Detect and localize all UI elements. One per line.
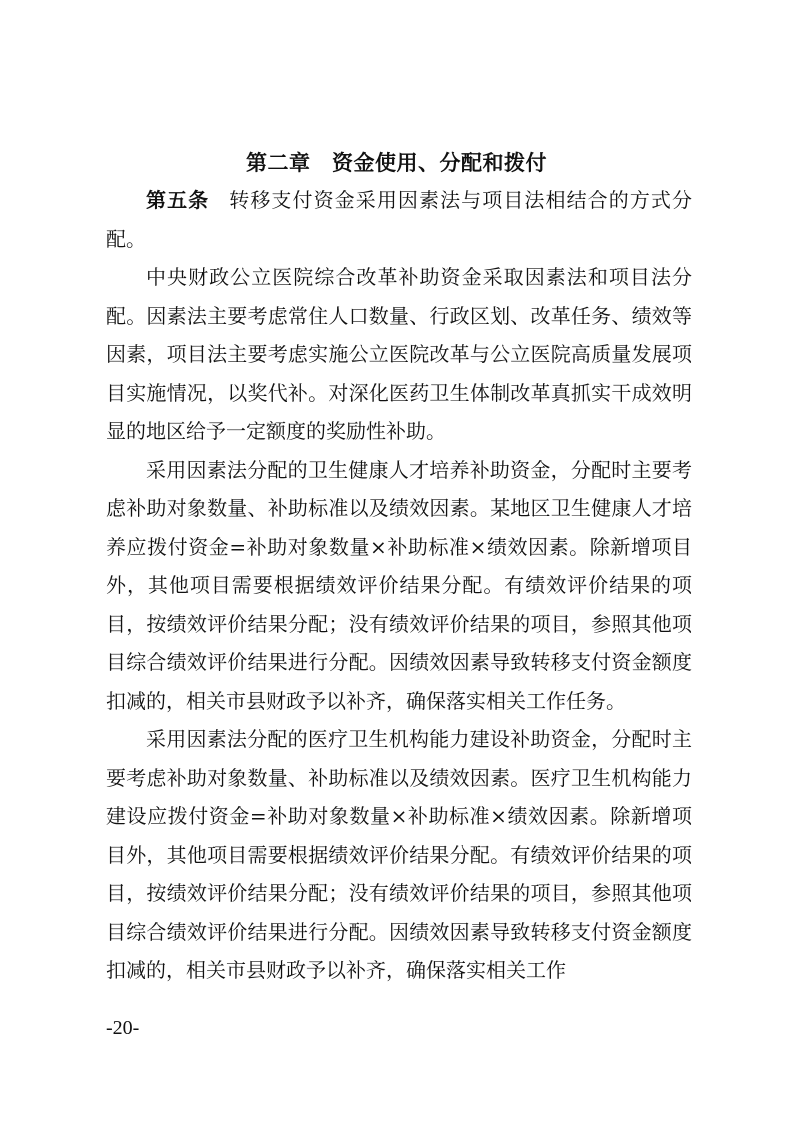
chapter-title: 第二章 资金使用、分配和拨付 xyxy=(246,151,547,175)
paragraph-public-hospital-reform: 中央财政公立医院综合改革补助资金采取因素法和项目法分配。因素法主要考虑常住人口数量、行政区划、改革任务、绩效等因素，项目法主要考虑实施公立医院改革与公立医院高质量发展项目实施情况，以奖代补。对深化医药卫生体制改革真抓实干成效明显的地区给予一定额度的奖励性补助。 xyxy=(106,265,692,443)
page-number: -20- xyxy=(106,1017,140,1039)
paragraph-capacity-building: 采用因素法分配的医疗卫生机构能力建设补助资金，分配时主要考虑补助对象数量、补助标准以及绩效因素。医疗卫生机构能力建设应拨付资金=补助对象数量×补助标准×绩效因素。除新增项目外，其他项目需要根据绩效评价结果分配。有绩效评价结果的项目，按绩效评价结果分配；没有绩效评价结果的项目，参照其他项目综合绩效评价结果进行分配。因绩效因素导致转移支付资金额度扣减的，相关市县财政予以补齐，确保落实相关工作 xyxy=(106,727,692,982)
body-text xyxy=(106,181,692,990)
article-paragraph xyxy=(106,181,692,258)
article-text: 转移支付资金采用因素法与项目法相结合的方式分配。 xyxy=(106,188,692,251)
article-number: 第五条 xyxy=(146,188,210,212)
paragraph-talent-training: 采用因素法分配的卫生健康人才培养补助资金，分配时主要考虑补助对象数量、补助标准以及绩效因素。某地区卫生健康人才培养应拨付资金=补助对象数量×补助标准×绩效因素。除新增项目外，其他项目需要根据绩效评价结果分配。有绩效评价结果的项目，按绩效评价结果分配；没有绩效评价结果的项目，参照其他项目综合绩效评价结果进行分配。因绩效因素导致转移支付资金额度扣减的，相关市县财政予以补齐，确保落实相关工作任务。 xyxy=(106,457,692,713)
